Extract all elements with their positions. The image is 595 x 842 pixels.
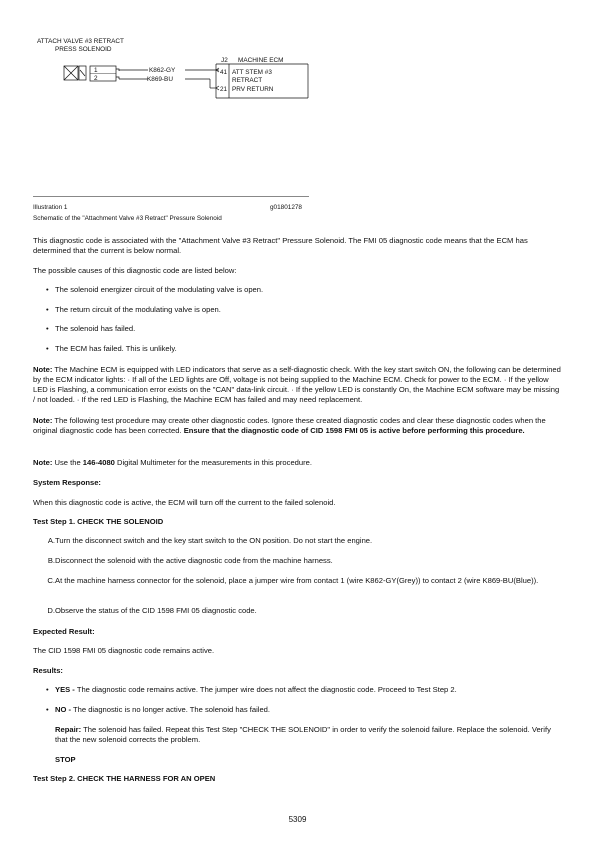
ecm-function-line3: PRV RETURN [232,86,274,93]
result-no-text: The diagnostic is no longer active. The solenoid has failed. [71,705,270,714]
note-multimeter [33,458,561,468]
connector-j2-label: J2 [221,57,228,64]
result-no [55,705,555,715]
results-heading: Results: [33,666,63,675]
intro-paragraph: This diagnostic code is associated with the "Attachment Valve #3 Retract" Pressure Solenoid. The FMI 05 diagnostic code means that the ECM has determined that the current is below normal. [33,236,528,255]
cause-item: The return circuit of the modulating valve is open. [55,305,221,314]
page-number: 5309 [288,815,307,824]
test-step-1-heading: Test Step 1. CHECK THE SOLENOID [33,517,164,526]
cause-item: The solenoid energizer circuit of the modulating valve is open. [55,285,264,294]
causes-intro: The possible causes of this diagnostic code are listed below: [33,266,237,275]
note-label: Note: [33,416,53,425]
bullet: • [46,305,49,314]
note-text: Use the [52,458,83,467]
schematic-diagram [30,36,320,106]
note-led-indicators [33,365,561,405]
solenoid-title-line1: ATTACH VALVE #3 RETRACT [37,38,124,45]
illustration-label: Illustration 1 [33,204,68,211]
step-letter: A. [47,536,55,545]
bullet: • [46,324,49,333]
note-text: Digital Multimeter for the measurements in this procedure. [114,458,312,467]
cause-item: The solenoid has failed. [55,324,136,333]
step-letter: B. [47,556,55,565]
caption-divider [33,196,309,197]
graphic-id: g01801278 [270,204,302,211]
repair-note [55,725,555,745]
system-response-heading: System Response: [33,478,101,487]
note-test-procedure [33,416,561,436]
step-letter: D. [47,606,55,615]
cause-item: The ECM has failed. This is unlikely. [55,344,177,353]
step-text: At the machine harness connector for the solenoid, place a jumper wire from contact 1 (wire K862-GY(Grey)) to contact 2 (wire K869-BU(Blue)). [55,576,539,585]
note-emphasis: Ensure that the diagnostic code of CID 1598 FMI 05 is active before performing this procedure. [183,426,525,435]
result-no-label: NO - [55,705,72,714]
bullet: • [46,685,49,694]
wire-k862-label: K862-GY [149,67,176,74]
stop-label: STOP [55,755,76,764]
repair-text: The solenoid has failed. Repeat this Test Step "CHECK THE SOLENOID" in order to verify the solenoid failure. Replace the solenoid. Verify that the new solenoid corrects the problem. [55,725,551,744]
repair-label: Repair: [55,725,82,734]
note-label: Note: [33,365,53,374]
part-number: 146-4080 [82,458,115,467]
ecm-pin-41-label: 41 [220,69,228,76]
pin-1-label: 1 [94,67,98,74]
ecm-label: MACHINE ECM [238,57,284,64]
solenoid-symbol [64,66,86,80]
ecm-function-line2: RETRACT [232,77,263,84]
expected-result-heading: Expected Result: [33,627,95,636]
note-text: The Machine ECM is equipped with LED indicators that serve as a self-diagnostic check. With the key start switch ON, the following can be determined by the ECM indicator lights: · If all of the LED lights are Off, voltage is not being supplied to the Machine ECM. Check for power to the ECM. · If the yellow LED is Flashing, a communication error exists on the "CAN" data-link circuit. · If the yellow LED is constantly On, the Machine ECM software may be missing / not loaded. · If the red LED is Flashing, the Machine ECM has failed and may need replacement. [33,365,561,404]
ecm-function-line1: ATT STEM #3 [232,69,272,76]
illustration-description: Schematic of the "Attachment Valve #3 Retract" Pressure Solenoid [33,215,222,222]
note-label: Note: [33,458,53,467]
note-text: The following test procedure may create other diagnostic codes. Ignore these created diagnostic codes and clear these diagnostic codes when the original diagnostic code has been corrected. [33,416,546,435]
result-yes-text: The diagnostic code remains active. The jumper wire does not affect the diagnostic code. Proceed to Test Step 2. [74,685,457,694]
bullet: • [46,705,49,714]
step-text: Observe the status of the CID 1598 FMI 05 diagnostic code. [55,606,257,615]
step-text: Disconnect the solenoid with the active diagnostic code from the machine harness. [55,556,333,565]
result-yes-label: YES - [55,685,75,694]
bullet: • [46,344,49,353]
pin-2-label: 2 [94,75,98,82]
step-letter: C. [47,576,55,585]
wire-k869-label: K869-BU [147,76,173,83]
bullet: • [46,285,49,294]
result-yes [55,685,555,695]
test-step-2-heading: Test Step 2. CHECK THE HARNESS FOR AN OPEN [33,774,216,783]
expected-result-text: The CID 1598 FMI 05 diagnostic code remains active. [33,646,215,655]
solenoid-title-line2: PRESS SOLENOID [55,46,112,53]
step-text: Turn the disconnect switch and the key start switch to the ON position. Do not start the engine. [55,536,373,545]
system-response-text: When this diagnostic code is active, the ECM will turn off the current to the failed solenoid. [33,498,336,507]
ecm-pin-21-label: 21 [220,86,228,93]
